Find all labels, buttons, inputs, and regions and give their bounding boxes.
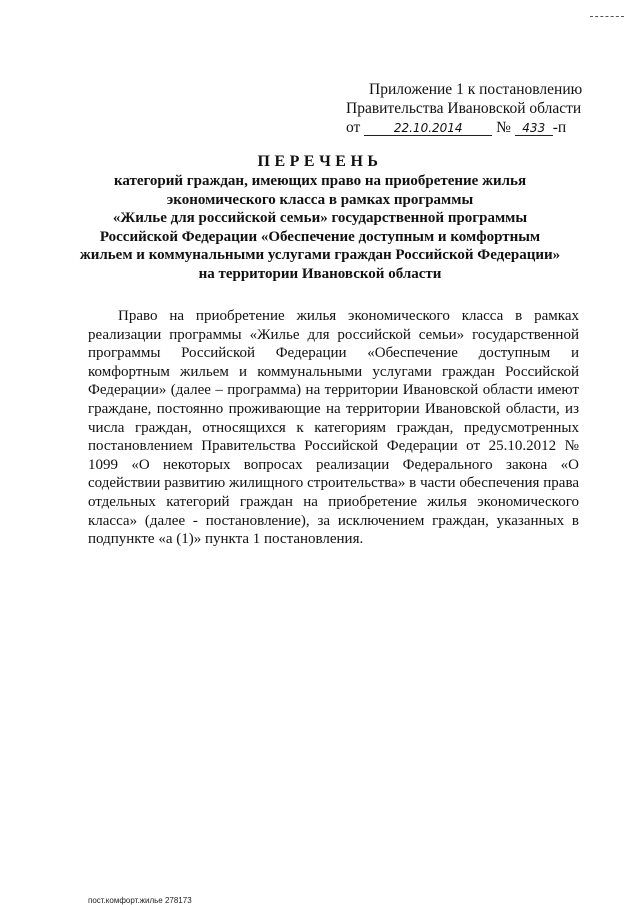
subtitle-line: «Жилье для российской семьи» государственной программы xyxy=(112,210,528,226)
top-corner-mark xyxy=(590,16,624,17)
appendix-line-2: Правительства Ивановской области xyxy=(346,100,582,117)
subtitle-line: Российской Федерации «Обеспечение доступным и комфортным xyxy=(99,228,541,245)
document-title: ПЕРЕЧЕНЬ xyxy=(257,153,383,170)
body-paragraph: Право на приобретение жилья экономического класса в рамках реализации программы «Жилье для российской семьи» государственной программы Российской Федерации «Обеспечение доступным и комфортным жильем и коммунальными услугами граждан Российской Федерации» (далее – программа) на территории Ивановской области имеют граждане, постоянно проживающие на территории Ивановской области, из числа граждан, относящихся к категориям граждан, предусмотренных постановлением Правительства Российской Федерации от 25.10.2012 № 1099 «О некоторых вопросах реализации Федерального закона «О содействии развитию жилищного строительства» в части обеспечения права отдельных категорий граждан на приобретение жилья экономического класса» (далее - постановление), за исключением граждан, указанных в подпункте «а (1)» пункта 1 постановления. xyxy=(88,308,579,548)
appendix-line-3 xyxy=(346,118,586,137)
document-subtitle xyxy=(60,172,580,283)
subtitle-line: жильем и коммунальными услугами граждан Российской Федерации» xyxy=(79,247,561,263)
handwritten-date: 22.10.2014 xyxy=(364,121,492,136)
footer-file-label: пост.комфорт.жилье 278173 xyxy=(88,896,192,905)
subtitle-line: на территории Ивановской области xyxy=(198,265,442,282)
number-label: № xyxy=(496,119,511,136)
number-suffix: -п xyxy=(552,119,567,136)
appendix-line-1: Приложение 1 к постановлению xyxy=(369,81,583,98)
subtitle-line: категорий граждан, имеющих право на приобретение жилья xyxy=(113,173,527,189)
appendix-header xyxy=(346,80,586,137)
handwritten-number: 433 xyxy=(515,121,553,136)
subtitle-line: экономического класса в рамках программы xyxy=(166,191,474,208)
from-label: от xyxy=(346,119,361,136)
